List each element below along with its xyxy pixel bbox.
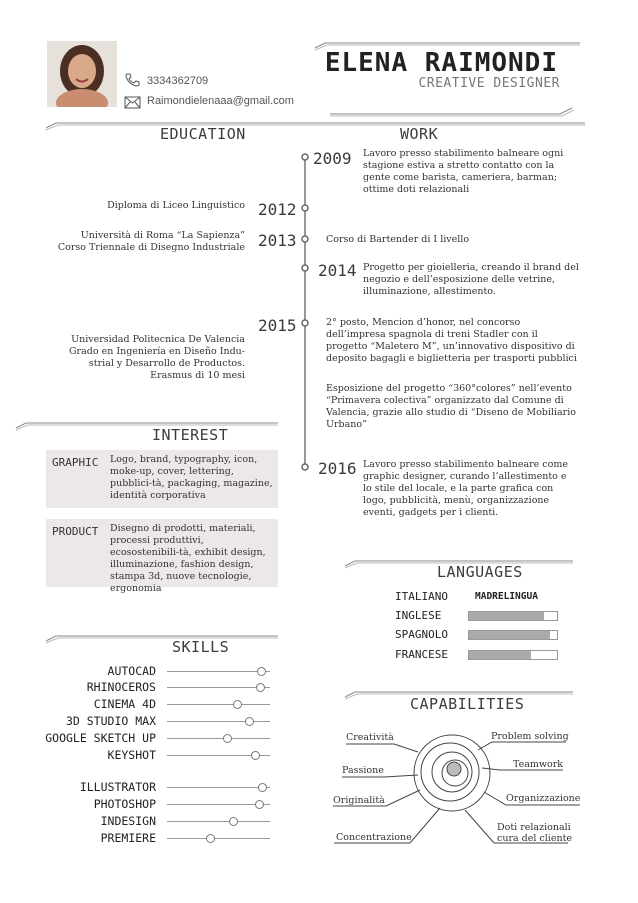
education-title: EDUCATION bbox=[160, 125, 246, 143]
language-name: INGLESE bbox=[395, 609, 442, 622]
skills-title: SKILLS bbox=[172, 638, 230, 656]
work-2015-exhibition: Esposizione del progetto “360°colores” nell’evento “Primavera colectiva” organizzato dal Comune di Valencia, grazie allo studio di “Diseno de Mobiliario Urbano” bbox=[326, 383, 576, 430]
interest-graphic-text: Logo, brand, typography, icon, moke-up, cover, lettering, pubblici-tà, packaging, magazine, identità corporativa bbox=[110, 454, 273, 501]
skill-name: PREMIERE bbox=[100, 831, 156, 845]
email-address: Raimondielenaaa@gmail.com bbox=[147, 95, 294, 107]
interest-product-box bbox=[46, 519, 278, 594]
cap-organizzazione: Organizzazione bbox=[506, 793, 581, 804]
year-2013: 2013 bbox=[258, 231, 297, 250]
year-2016: 2016 bbox=[318, 459, 357, 478]
language-level-fill bbox=[469, 612, 544, 620]
cap-originalita: Originalità bbox=[333, 795, 385, 806]
cap-passione: Passione bbox=[342, 765, 384, 776]
education-2015: Universidad Politecnica De Valencia Grado en Ingeniería en Diseño Indu- strial y Desarrollo de Productos. Erasmus di 10 mesi bbox=[68, 334, 245, 381]
skill-level-marker bbox=[256, 683, 265, 692]
cap-doti-relazionali: Doti relazionali cura del cliente bbox=[497, 822, 573, 844]
language-level-fill bbox=[469, 631, 550, 639]
language-name: SPAGNOLO bbox=[395, 628, 448, 641]
interest-product-label: PRODUCT bbox=[52, 525, 99, 538]
skill-level-marker bbox=[245, 717, 254, 726]
education-2013: Università di Roma “La Sapienza” Corso Triennale di Disegno Industriale bbox=[57, 230, 245, 253]
language-note: MADRELINGUA bbox=[475, 591, 538, 602]
skill-track bbox=[167, 821, 270, 822]
phone-number: 3334362709 bbox=[147, 75, 209, 87]
skill-name: ILLUSTRATOR bbox=[79, 780, 156, 794]
interest-graphic-box bbox=[46, 450, 278, 508]
skill-track bbox=[167, 787, 270, 788]
language-level-bar bbox=[468, 650, 558, 660]
language-level-bar bbox=[468, 630, 558, 640]
skill-name: 3D STUDIO MAX bbox=[65, 714, 156, 728]
skill-name: KEYSHOT bbox=[107, 748, 156, 762]
skill-level-marker bbox=[251, 751, 260, 760]
language-level-fill bbox=[469, 651, 531, 659]
interest-product-text: Disegno di prodotti, materiali, processi produttivi, ecosostenibili-tà, exhibit design, illuminazione, fashion design, stampa 3d, nuove tecnologie, ergonomia bbox=[110, 523, 266, 594]
skill-track bbox=[167, 721, 270, 722]
year-2014: 2014 bbox=[318, 261, 357, 280]
capabilities-title: CAPABILITIES bbox=[410, 695, 525, 713]
work-2016: Lavoro presso stabilimento balneare come graphic designer, curando l’allestimento e lo stile del locale, e la parte grafica con logo, pubblicità, menù, organizzazione eventi, gadgets per i clienti. bbox=[363, 459, 568, 518]
language-name: ITALIANO bbox=[395, 590, 448, 603]
skill-level-marker bbox=[255, 800, 264, 809]
skill-track bbox=[167, 687, 270, 688]
cap-teamwork: Teamwork bbox=[513, 759, 564, 770]
name-heading: ELENA RAIMONDI bbox=[324, 48, 558, 78]
cap-problem-solving: Problem solving bbox=[491, 731, 569, 742]
skill-level-marker bbox=[258, 783, 267, 792]
language-name: FRANCESE bbox=[395, 648, 448, 661]
skill-track bbox=[167, 671, 270, 672]
cap-concentrazione: Concentrazione bbox=[336, 832, 412, 843]
work-2015-award: 2° posto, Mencion d’honor, nel concorso dell’impresa spagnola di treni Stadler con il progetto “Maletero M”, un’innovativo dispositivo di deposito bagagli e biglietteria per trasporti pubblici bbox=[326, 317, 577, 364]
year-2012: 2012 bbox=[258, 200, 297, 219]
year-2015: 2015 bbox=[258, 316, 297, 335]
language-level-bar bbox=[468, 611, 558, 621]
work-2014: Progetto per gioielleria, creando il brand del negozio e dell’esposizione delle vetrine, illuminazione, allestimento. bbox=[363, 262, 579, 297]
skill-level-marker bbox=[206, 834, 215, 843]
cap-creativita: Creatività bbox=[346, 732, 394, 743]
interest-graphic-label: GRAPHIC bbox=[52, 456, 99, 469]
languages-title: LANGUAGES bbox=[437, 563, 523, 581]
interest-title: INTEREST bbox=[152, 426, 229, 444]
role-subtitle: CREATIVE DESIGNER bbox=[418, 76, 560, 91]
skill-level-marker bbox=[257, 667, 266, 676]
skill-name: PHOTOSHOP bbox=[93, 797, 156, 811]
skill-level-marker bbox=[229, 817, 238, 826]
work-2013: Corso di Bartender di I livello bbox=[326, 234, 470, 245]
education-2012: Diploma di Liceo Linguistico bbox=[107, 200, 245, 211]
skill-track bbox=[167, 704, 270, 705]
work-title: WORK bbox=[400, 125, 439, 143]
skill-level-marker bbox=[223, 734, 232, 743]
skill-track bbox=[167, 738, 270, 739]
skill-level-marker bbox=[233, 700, 242, 709]
work-2009: Lavoro presso stabilimento balneare ogni stagione estiva a stretto contatto con la gente come barista, cameriera, barman; ottime doti relazionali bbox=[363, 148, 564, 195]
skill-name: INDESIGN bbox=[100, 814, 156, 828]
year-2009: 2009 bbox=[313, 149, 352, 168]
skill-name: CINEMA 4D bbox=[93, 697, 156, 711]
skill-track bbox=[167, 838, 270, 839]
skill-name: RHINOCEROS bbox=[86, 680, 156, 694]
skill-name: AUTOCAD bbox=[107, 664, 156, 678]
skill-name: GOOGLE SKETCH UP bbox=[45, 731, 156, 745]
